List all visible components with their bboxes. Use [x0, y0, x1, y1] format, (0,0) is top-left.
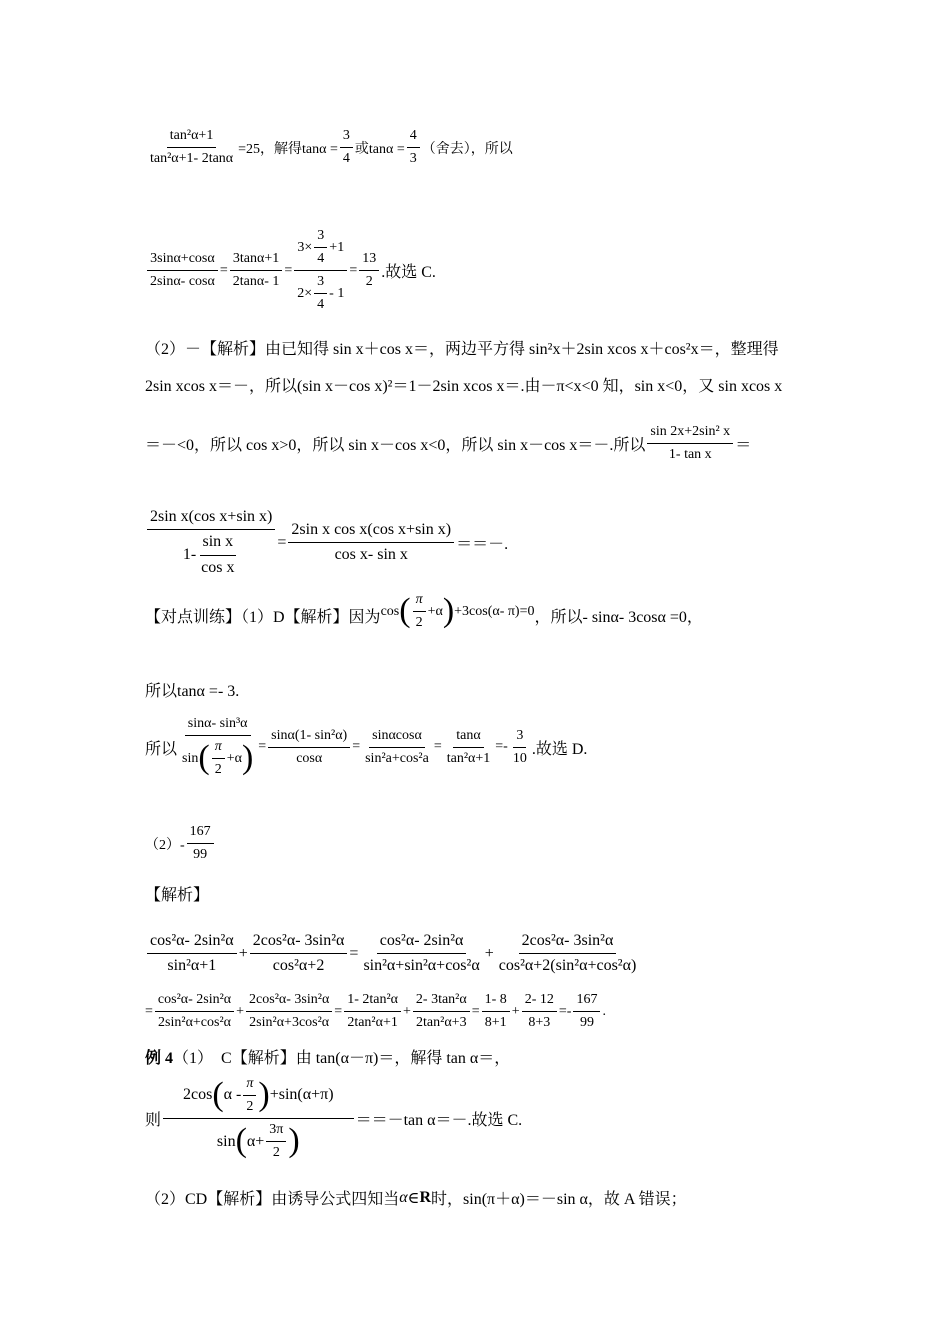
- denominator: 2tanα- 1: [232, 274, 280, 290]
- text: +α: [226, 750, 242, 766]
- text: .故选 D.: [531, 740, 588, 758]
- denominator: 8+1: [484, 1015, 507, 1031]
- eq-line-12: [145, 932, 641, 976]
- text: α -: [223, 1086, 242, 1104]
- open-paren-glyph: (: [399, 592, 411, 630]
- numerator: 3: [513, 728, 526, 748]
- text: ＝: [735, 437, 752, 455]
- denominator: [294, 271, 347, 313]
- text: 2cos: [183, 1086, 213, 1104]
- numerator: 3tanα+1: [230, 251, 282, 271]
- numerator: 2- 3tan²α: [413, 992, 470, 1012]
- fraction: [147, 251, 218, 290]
- equals: =: [145, 1003, 153, 1019]
- text: 时，sin(π＋α)＝－sin α，故 A 错误；: [431, 1191, 687, 1208]
- denominator: 2tan²α+3: [416, 1015, 467, 1031]
- numerator: 3: [314, 228, 327, 248]
- numerator: π: [243, 1076, 256, 1096]
- denominator: 2sin²α+cos²α: [158, 1015, 231, 1031]
- fraction: [147, 932, 237, 976]
- denominator: cosα: [296, 750, 323, 766]
- eq-line-15: [145, 1076, 522, 1161]
- numerator: π: [413, 592, 426, 612]
- paragraph: （2）－【解析】由已知得 sin x＋cos x＝，两边平方得 sin²x＋2sin xcos x＋cos²x＝，整理得: [145, 341, 779, 358]
- fraction: [344, 992, 401, 1031]
- fraction: [230, 251, 283, 290]
- denominator: 2sinα- cosα: [150, 274, 215, 290]
- numerator: 3sinα+cosα: [147, 251, 218, 271]
- fraction: [198, 533, 237, 577]
- text: +sin(α+π): [269, 1086, 334, 1104]
- fraction: [314, 228, 327, 267]
- eq-line-7: [145, 592, 703, 631]
- text-line-3: [145, 336, 779, 359]
- fraction: [360, 932, 482, 976]
- text: ＝＝－tan α＝－.故选 C.: [355, 1112, 523, 1130]
- open-paren-glyph: (: [198, 739, 210, 777]
- text: .故选 C.: [381, 264, 436, 282]
- equals: =-: [495, 739, 508, 755]
- denominator: 4: [342, 151, 350, 167]
- text: 则: [145, 1112, 162, 1130]
- compound-fraction: [294, 228, 347, 313]
- compound-fraction: [147, 508, 275, 577]
- fraction: [288, 521, 454, 565]
- numerator: 2- 12: [522, 992, 557, 1012]
- numerator: [163, 1076, 354, 1119]
- numerator: 1- 2tan²α: [344, 992, 401, 1012]
- close-paren-glyph: ): [442, 592, 455, 630]
- denominator: sin²α+sin²α+cos²α: [363, 957, 480, 975]
- numerator: 1- 8: [482, 992, 510, 1012]
- fraction: [155, 992, 234, 1031]
- denominator: 10: [512, 750, 527, 766]
- numerator: sinα- sin³α: [185, 716, 251, 736]
- denominator: 2sin²α+3cos²α: [249, 1015, 330, 1031]
- close-paren-glyph: ): [241, 739, 254, 777]
- text: （2）-: [145, 837, 185, 853]
- text: 1-: [182, 546, 197, 564]
- denominator: tan²α+1- 2tanα: [150, 151, 234, 167]
- numerator: cos²α- 2sin²α: [377, 932, 467, 954]
- paragraph: 所以tanα =- 3.: [145, 683, 240, 700]
- equals: =-: [558, 1003, 572, 1019]
- numerator: 3π: [266, 1122, 286, 1142]
- eq-line-9: [145, 716, 587, 778]
- denominator: 2: [365, 274, 373, 290]
- text: （2）CD【解析】由诱导公式四知当: [145, 1191, 400, 1208]
- text: .: [602, 1003, 606, 1019]
- text-line-14: [145, 1045, 510, 1068]
- fraction: [246, 992, 332, 1031]
- open-paren-glyph: (: [235, 1122, 247, 1160]
- text: +3cos(α- π)=0: [454, 603, 535, 619]
- paragraph: 2sin xcos x＝－，所以(sin x－cos x)²＝1－2sin xcos x＝.由－π<x<0 知，sin x<0，又 sin xcos x: [145, 378, 783, 395]
- training-label: 【对点训练】（1）D【解析】因为: [145, 609, 381, 627]
- denominator: cos²α+2(sin²α+cos²α): [498, 957, 637, 975]
- numerator: 2cos²α- 3sin²α: [246, 992, 332, 1012]
- example-label: 例 4: [145, 1050, 174, 1067]
- text: =25，解得tanα =: [238, 141, 338, 157]
- plus: +: [511, 1003, 520, 1019]
- numerator: sin 2x+2sin² x: [647, 424, 733, 444]
- denominator: cos x- sin x: [334, 546, 408, 564]
- numerator: 3: [314, 274, 327, 294]
- numerator: 2cos²α- 3sin²α: [519, 932, 617, 954]
- denominator: 4: [317, 297, 325, 313]
- denominator: 2: [272, 1145, 280, 1161]
- denominator: sin²α+1: [167, 957, 217, 975]
- text-line-16: [145, 1186, 687, 1209]
- denominator: 4: [317, 251, 325, 267]
- eq-line-6: [145, 508, 508, 577]
- numerator: tan²α+1: [167, 128, 217, 148]
- denominator: cos²α+2: [272, 957, 325, 975]
- equals: =: [284, 262, 293, 278]
- numerator: π: [212, 739, 225, 759]
- denominator: [180, 530, 243, 577]
- real-set-symbol: R: [419, 1188, 432, 1206]
- equals: =: [258, 739, 267, 755]
- text: +α: [427, 603, 443, 619]
- fraction: [243, 1076, 256, 1115]
- denominator: 99: [579, 1015, 594, 1031]
- numerator: tanα: [453, 728, 483, 748]
- element-of-symbol: ∈: [407, 1189, 420, 1207]
- numerator: cos²α- 2sin²α: [147, 932, 237, 954]
- text: sin: [182, 750, 199, 766]
- numerator: sinα(1- sin²α): [268, 728, 350, 748]
- fraction: [413, 592, 426, 631]
- equals: =: [349, 944, 359, 962]
- cos-expression: [381, 592, 535, 631]
- text-line-4: [145, 373, 782, 396]
- equals: =: [334, 1003, 343, 1019]
- equals: =: [219, 262, 228, 278]
- plus: +: [236, 1003, 245, 1019]
- fraction: [268, 728, 350, 767]
- close-paren-glyph: ): [288, 1122, 300, 1160]
- numerator: 167: [573, 992, 600, 1012]
- fraction: [522, 992, 557, 1031]
- numerator: 3: [340, 128, 353, 148]
- plus: +: [484, 944, 494, 962]
- equals: =: [277, 533, 287, 551]
- text-line-8: [145, 678, 239, 701]
- denominator: 99: [193, 847, 208, 863]
- denominator: 2tan²α+1: [347, 1015, 398, 1031]
- numerator: sinαcosα: [369, 728, 425, 748]
- text: 所以: [145, 740, 178, 758]
- fraction: [340, 128, 353, 167]
- paragraph: （1） C【解析】由 tan(α－π)＝，解得 tan α＝，: [173, 1050, 511, 1067]
- fraction: [266, 1122, 286, 1161]
- fraction: [407, 128, 420, 167]
- eq-line-2: [145, 228, 436, 313]
- alpha-symbol: α: [399, 1188, 408, 1206]
- text: （舍去），所以: [421, 141, 513, 157]
- denominator: 2: [214, 762, 222, 778]
- fraction: [482, 992, 510, 1031]
- answer-line-10: [145, 824, 216, 863]
- text: 或tanα =: [354, 141, 405, 157]
- text: 3×: [297, 239, 313, 255]
- open-paren-glyph: (: [212, 1076, 224, 1114]
- plus: +: [403, 1003, 411, 1019]
- denominator: 8+3: [528, 1015, 551, 1031]
- equals: =: [352, 739, 361, 755]
- fraction: [212, 739, 225, 778]
- fraction: [314, 274, 327, 313]
- compound-fraction: [179, 716, 256, 778]
- fraction: [147, 128, 236, 167]
- text: +1: [329, 239, 345, 255]
- fraction: [573, 992, 600, 1031]
- denominator: sin²a+cos²a: [365, 750, 429, 766]
- fraction: [187, 824, 214, 863]
- eq-line-1: [145, 128, 513, 167]
- paragraph: ＝－<0，所以 cos x>0，所以 sin x－cos x<0，所以 sin x－cos x＝－.所以: [145, 437, 646, 455]
- numerator: 2sin x(cos x+sin x): [147, 508, 275, 530]
- plus: +: [238, 944, 248, 962]
- eq-line-13: [145, 992, 606, 1031]
- denominator: 2: [415, 615, 423, 631]
- equals: =: [471, 1003, 480, 1019]
- text: cos: [380, 603, 400, 619]
- denominator: [179, 736, 256, 778]
- fraction: [510, 728, 530, 767]
- fraction: [362, 728, 432, 767]
- denominator: [214, 1119, 303, 1161]
- section-label: 【解析】: [145, 887, 210, 904]
- denominator: 1- tan x: [668, 447, 712, 463]
- numerator: 167: [187, 824, 214, 844]
- numerator: 13: [359, 251, 379, 271]
- compound-fraction: [163, 1076, 354, 1161]
- denominator: 3: [409, 151, 417, 167]
- numerator: cos²α- 2sin²α: [155, 992, 234, 1012]
- fraction: [359, 251, 379, 290]
- equals: =: [433, 739, 442, 755]
- numerator: 4: [407, 128, 420, 148]
- close-paren-glyph: ): [258, 1076, 270, 1114]
- numerator: sin x: [200, 533, 237, 555]
- text: ＝＝－.: [456, 536, 509, 554]
- numerator: [294, 228, 347, 271]
- text: ，所以- sinα- 3cosα =0，: [534, 609, 703, 627]
- fraction: [444, 728, 494, 767]
- text: α+: [246, 1132, 265, 1150]
- numerator: 2cos²α- 3sin²α: [250, 932, 348, 954]
- equals: =: [349, 262, 358, 278]
- fraction: [647, 424, 733, 463]
- text-line-11: [145, 882, 209, 905]
- fraction: [496, 932, 640, 976]
- denominator: cos x: [201, 558, 235, 576]
- fraction: [250, 932, 348, 976]
- numerator: 2sin x cos x(cos x+sin x): [288, 521, 454, 543]
- text: - 1: [329, 285, 345, 301]
- denominator: tan²α+1: [446, 750, 491, 766]
- denominator: 2: [246, 1099, 254, 1115]
- text-line-5: [145, 424, 751, 463]
- text: sin: [216, 1132, 236, 1150]
- fraction: [413, 992, 470, 1031]
- text: 2×: [297, 285, 313, 301]
